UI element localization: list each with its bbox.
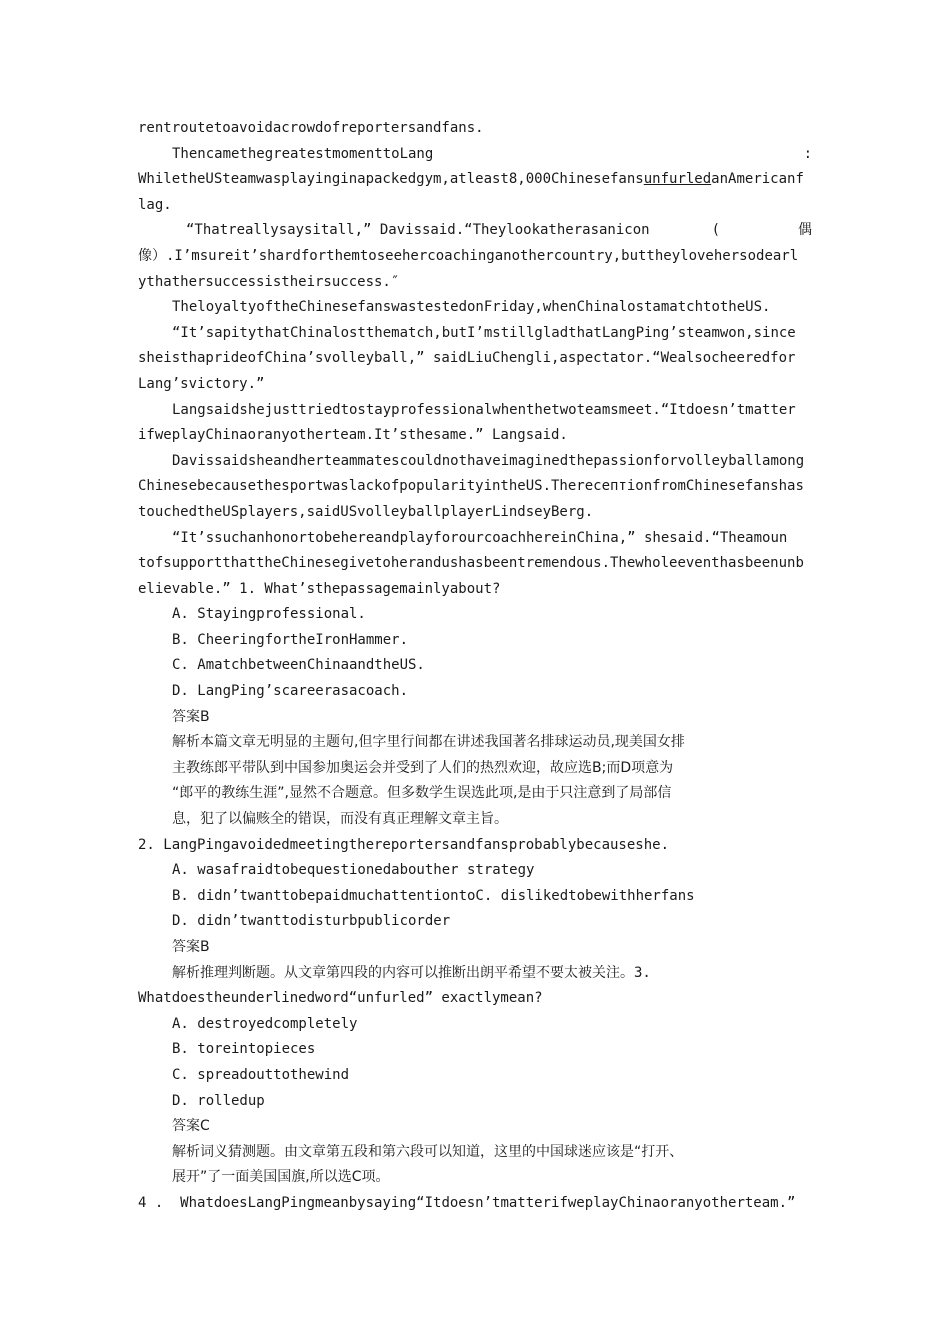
passage-text: ( [711,222,720,239]
passage-line [138,244,812,270]
passage-line: Lang’svictory.” [138,375,265,392]
option-b: B. CheeringfortheIronHammer. [172,631,409,648]
passage-line: ChinesebecausethesportwaslackofpopularityintheUS.TherecептionfromChinesefanshas [138,478,804,495]
passage-text: anAmericanf [711,171,804,188]
option-c: C. AmatchbetweenChinaandtheUS. [172,657,425,674]
passage-line [138,167,812,193]
passage-text-group [712,218,812,244]
document-page [138,116,812,1217]
passage-line [138,218,812,244]
question-stem: 2. LangPingavoidedmeetingthereportersandfansprobablybecauseshe. [138,836,670,853]
passage-text: ThencamethegreatestmomenttoLang [172,145,434,162]
option-b: B. toreintopieces [172,1041,316,1058]
answer-label: 答案C [172,1118,210,1135]
explanation-line: 解析词义猜测题。由文章第五段和第六段可以知道，这里的中国球迷应该是“打开、 [172,1143,684,1160]
explanation-line [138,961,812,987]
underlined-word: unfurled [643,171,712,188]
passage-text: “Thatreallysaysitall,” Davissaid.“Theylookatherasanicon [186,222,650,239]
passage-line: ythathersuccessistheirsuccess.″ [138,273,400,290]
passage-line: sheisthaprideofChina’svolleyball,” saidLiuChengli,aspectator.“Wealsocheeredfor [138,350,796,367]
explanation-line: 解析本篇文章无明显的主题句,但字里行间都在讲述我国著名排球运动员,现美国女排 [172,734,685,751]
explanation-line: “郎平的教练生涯”,显然不合题意。但多数学生误选此项,是由于只注意到了局部信 [172,785,672,802]
passage-line: Davissaidsheandherteammatescouldnothaveimaginedthepassionforvolleyballamong [172,452,805,469]
passage-line: “It’sapitythatChinalostthematch,butI’mstillgladthatLangPing’steamwon,since [172,324,796,341]
explanation-line: 息，犯了以偏赅全的错误，而没有真正理解文章主旨。 [172,811,508,828]
explanation-text: 解析推理判断题。从文章第四段的内容可以推断出朗平希望不要太被关注。 [172,964,634,981]
passage-text: : [803,145,812,162]
answer-label: 答案B [172,939,210,955]
explanation-line: 展开”了一面美国国旗,所以选C项。 [172,1169,390,1186]
passage-text: 像）.I’msureit’shardforthemtoseehercoachinganothercountry,buttheylovehersodearl [138,247,799,264]
option-d: D. rolledup [172,1092,265,1109]
option-a: A. wasafraidtobequestionedabouther strategy [172,862,535,879]
passage-text: 偶 [798,222,812,239]
passage-line: Langsaidshejusttriedtostayprofessionalwhenthetwoteamsmeet.“Itdoesn’tmatter [172,401,796,418]
passage-line: ifweplayChinaoranyotherteam.It’sthesame.” Langsaid. [138,427,568,444]
option-c: C. spreadouttothewind [172,1066,350,1083]
option-d: D. LangPing’scareerasacoach. [172,683,409,700]
passage-line: TheloyaltyoftheChinesefanswastestedonFriday,whenChinalostamatchtotheUS. [172,299,771,316]
passage-line: elievable.” 1. What’sthepassagemainlyabout? [138,580,501,597]
passage-line: touchedtheUSplayers,saidUSvolleyballplayerLindseyBerg. [138,503,594,520]
question-text: WhatdoesLangPingmeanbysaying“Itdoesn’tmatterifweplayChinaoranyotherteam.” [180,1194,796,1211]
explanation-line: 主教练郎平带队到中国参加奥运会并受到了人们的热烈欢迎，故应选B;而D项意为 [172,759,674,776]
passage-line: tofsupportthattheChinesegivetoherandushasbeentremendous.Thewholeeventhasbeenunb [138,555,804,572]
next-question-number: 3. [634,964,651,981]
passage-line: “It’ssuchanhonortobehereandplayforourcoachhereinChina,” shesaid.“Theamoun [172,529,788,546]
option-bc: B. didn’twanttobepaidmuchattentiontoC. dislikedtobewithherfans [172,887,695,904]
question-number: 4 . [138,1194,164,1211]
passage-line [138,142,812,168]
question-stem: Whatdoestheunderlinedword“unfurled” exactlymean? [138,990,543,1007]
passage-line: lag. [138,196,172,213]
question-stem [138,1191,812,1217]
option-a: A. Stayingprofessional. [172,606,366,623]
option-a: A. destroyedcompletely [172,1015,358,1032]
passage-text: WhiletheUSteamwasplayinginapackedgym,atleast8,000Chinesefans [138,171,644,188]
passage-line: rentroutetoavoidacrowdofreportersandfans. [138,120,484,136]
option-d: D. didn’twanttodisturbpublicorder [172,913,451,930]
answer-label: 答案B [172,708,210,725]
